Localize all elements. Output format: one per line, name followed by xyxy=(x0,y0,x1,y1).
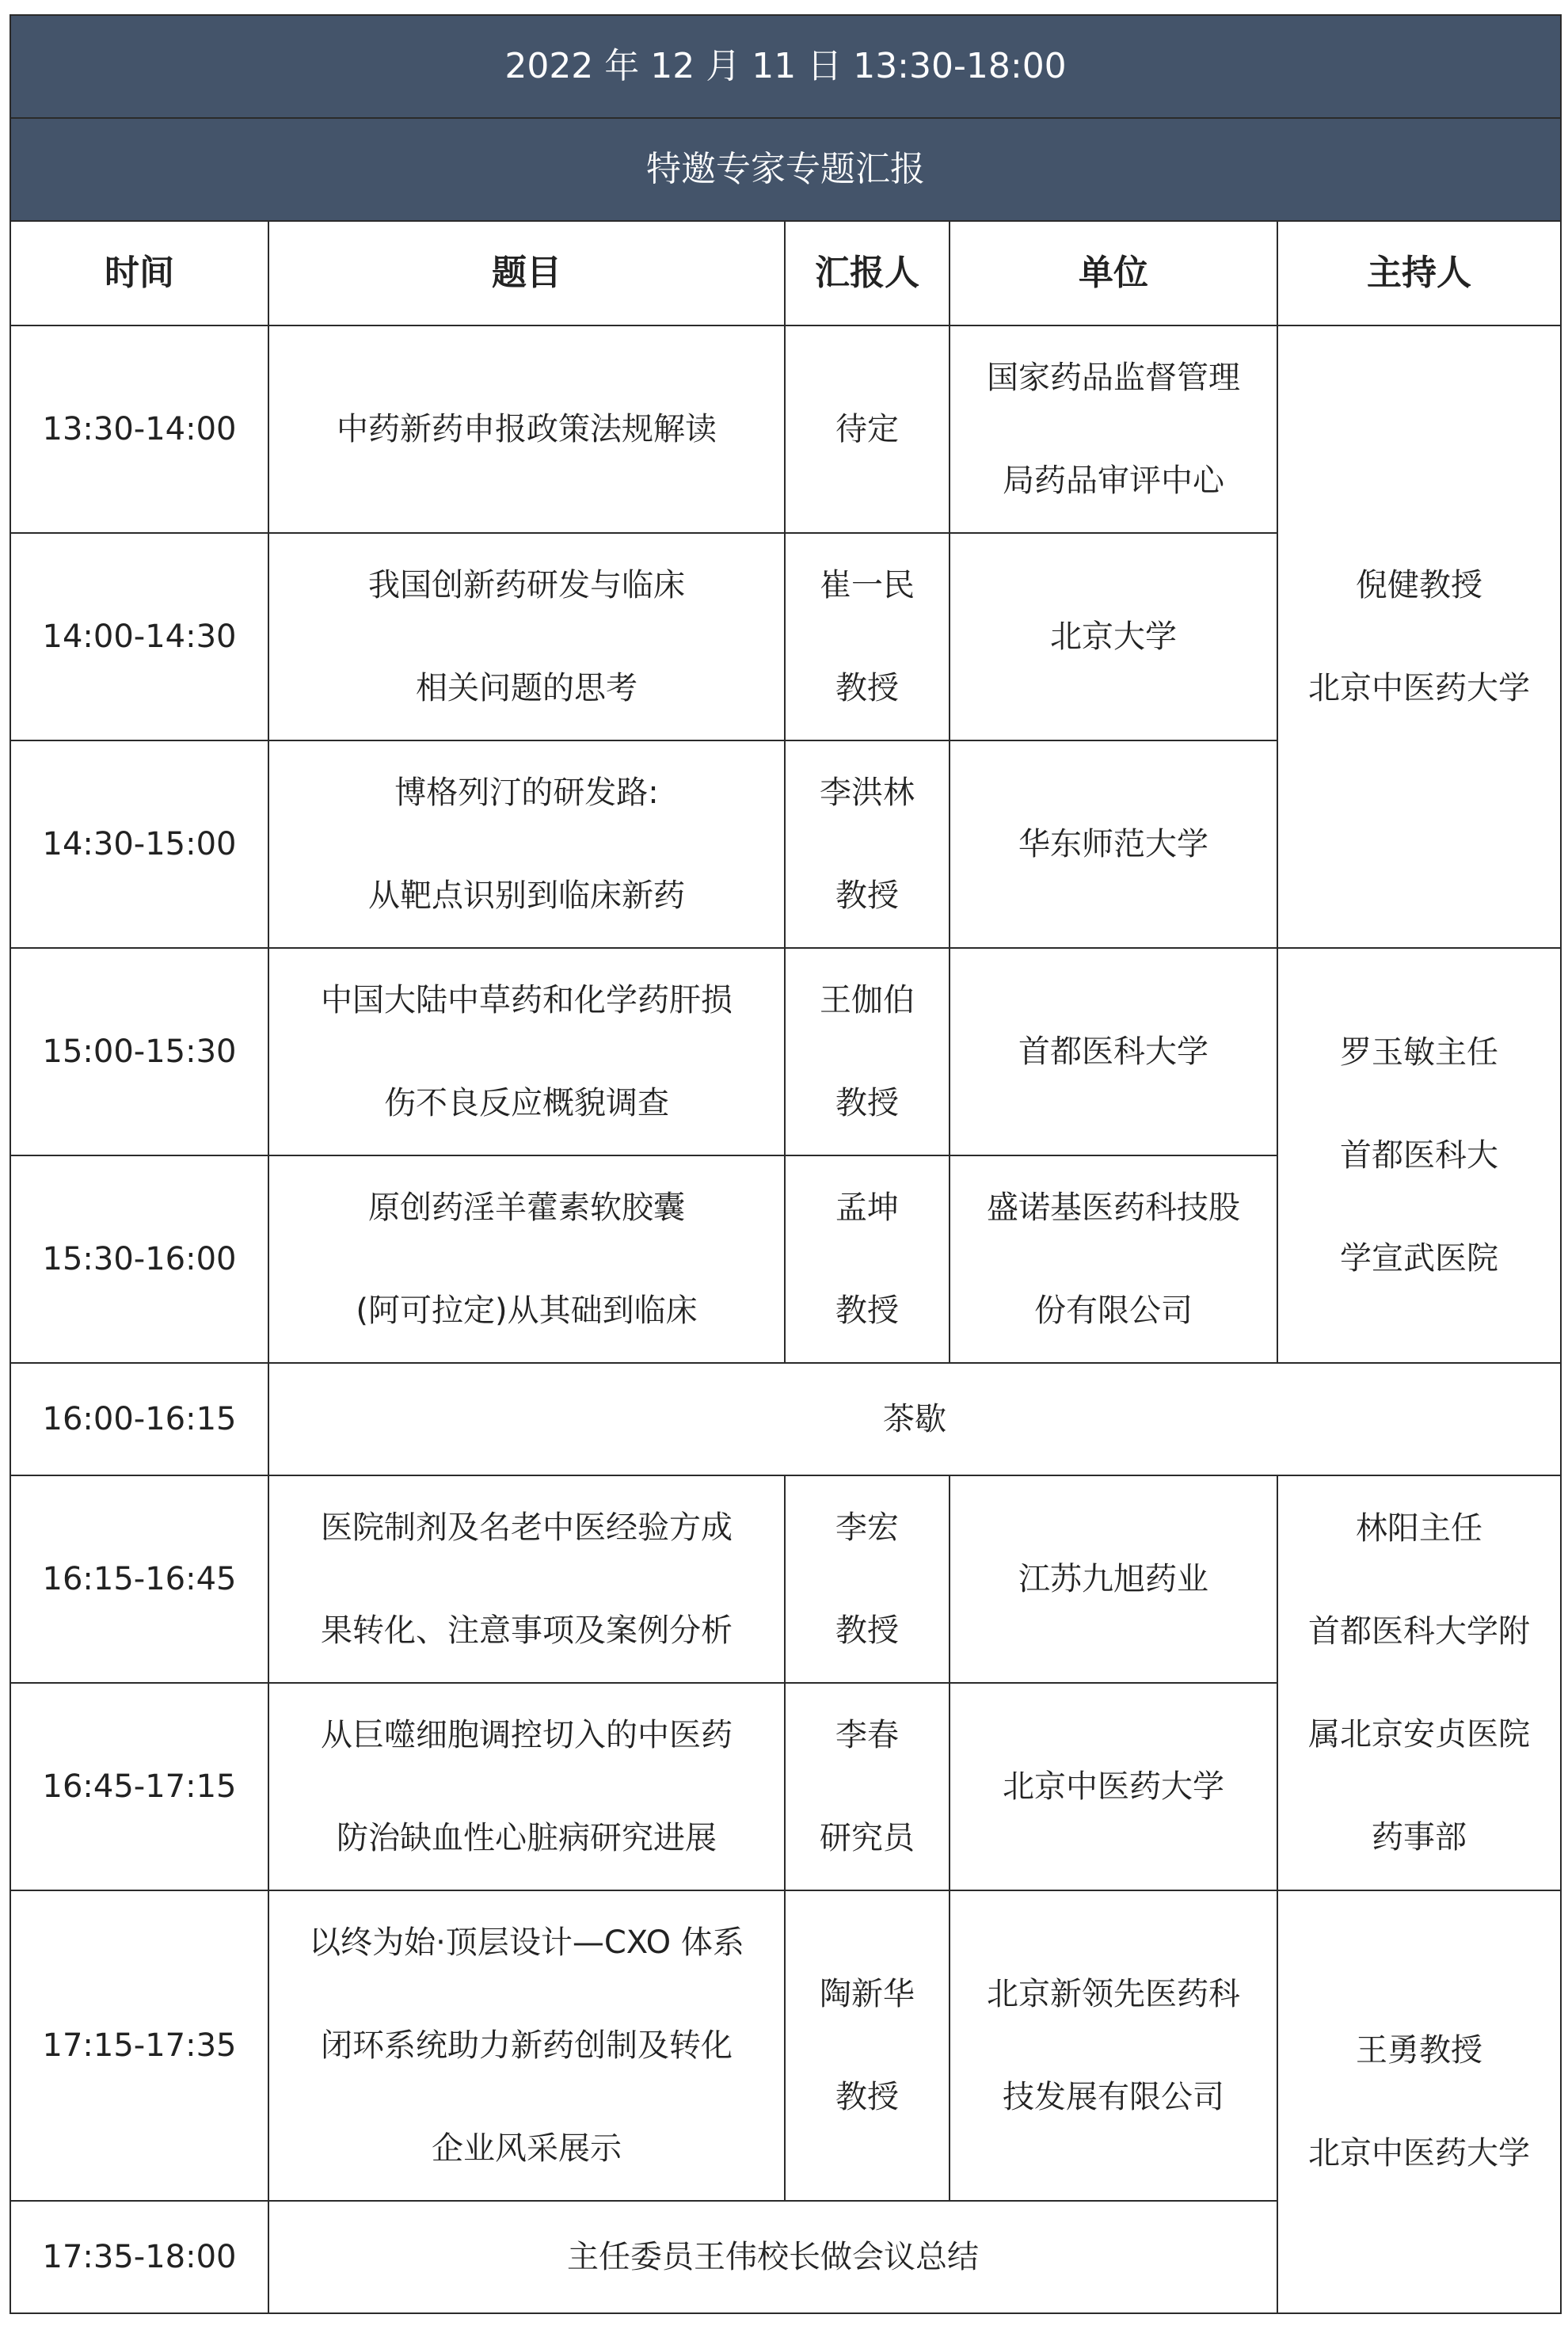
topic-line: 以终为始·顶层设计—CXO 体系 xyxy=(309,1924,744,1961)
topic-line: 从巨噬细胞调控切入的中医药 xyxy=(321,1717,733,1753)
break-row xyxy=(10,1363,1561,1475)
topic-cell xyxy=(268,533,785,740)
topic-cell xyxy=(268,740,785,948)
topic-line: 原创药淫羊藿素软胶囊 xyxy=(368,1190,685,1226)
org-cell xyxy=(950,1683,1277,1890)
host-line: 首都医科大 xyxy=(1340,1137,1499,1174)
topic-line: (阿可拉定)从其础到临床 xyxy=(356,1292,698,1329)
topic-line: 企业风采展示 xyxy=(432,2130,622,2167)
host-cell xyxy=(1277,1475,1561,1890)
column-header-speaker: 汇报人 xyxy=(785,221,950,325)
time-cell: 16:00-16:15 xyxy=(10,1363,268,1475)
table-row xyxy=(10,1890,1561,2201)
org-cell xyxy=(950,1475,1277,1683)
org-line: 北京大学 xyxy=(1050,619,1177,655)
speaker-name: 李宏 xyxy=(835,1509,899,1546)
speaker-cell xyxy=(785,533,950,740)
speaker-name: 崔一民 xyxy=(820,567,915,603)
speaker-cell xyxy=(785,1890,950,2201)
topic-line: 果转化、注意事项及案例分析 xyxy=(321,1612,733,1649)
time-cell: 17:35-18:00 xyxy=(10,2201,268,2313)
column-header-org: 单位 xyxy=(950,221,1277,325)
table-row xyxy=(10,948,1561,1155)
agenda-sheet xyxy=(10,14,1562,2314)
topic-line: 伤不良反应概貌调查 xyxy=(384,1085,669,1121)
speaker-cell xyxy=(785,1683,950,1890)
host-line: 首都医科大学附 xyxy=(1308,1613,1531,1650)
time-cell: 14:00-14:30 xyxy=(10,533,268,740)
org-line: 华东师范大学 xyxy=(1018,826,1208,862)
time-cell: 15:00-15:30 xyxy=(10,948,268,1155)
session-title: 特邀专家专题汇报 xyxy=(10,118,1561,221)
host-line: 北京中医药大学 xyxy=(1308,2135,1531,2172)
speaker-title: 教授 xyxy=(835,1085,899,1121)
org-cell xyxy=(950,740,1277,948)
host-line: 药事部 xyxy=(1372,1819,1467,1856)
speaker-name: 王伽伯 xyxy=(820,982,915,1018)
host-cell xyxy=(1277,325,1561,948)
table-row xyxy=(10,1475,1561,1683)
column-header-host: 主持人 xyxy=(1277,221,1561,325)
host-cell xyxy=(1277,1890,1561,2313)
time-cell: 16:15-16:45 xyxy=(10,1475,268,1683)
topic-cell xyxy=(268,1890,785,2201)
host-line: 王勇教授 xyxy=(1356,2032,1483,2069)
time-cell: 13:30-14:00 xyxy=(10,325,268,533)
time-cell: 16:45-17:15 xyxy=(10,1683,268,1890)
topic-line: 中药新药申报政策法规解读 xyxy=(337,411,717,447)
org-line: 江苏九旭药业 xyxy=(1018,1561,1208,1597)
org-cell xyxy=(950,325,1277,533)
speaker-cell xyxy=(785,740,950,948)
header-row xyxy=(10,221,1561,325)
speaker-cell xyxy=(785,1475,950,1683)
topic-cell xyxy=(268,1155,785,1363)
topic-line: 博格列汀的研发路: xyxy=(394,775,659,811)
topic-line: 我国创新药研发与临床 xyxy=(368,567,685,603)
org-cell xyxy=(950,1890,1277,2201)
time-cell: 14:30-15:00 xyxy=(10,740,268,948)
topic-line: 中国大陆中草药和化学药肝损 xyxy=(321,982,733,1018)
host-line: 倪健教授 xyxy=(1356,567,1483,603)
org-line: 北京中医药大学 xyxy=(1003,1768,1224,1805)
org-line: 首都医科大学 xyxy=(1018,1033,1208,1070)
host-line: 林阳主任 xyxy=(1356,1510,1483,1547)
topic-line: 闭环系统助力新药创制及转化 xyxy=(321,2027,733,2064)
date-banner: 2022 年 12 月 11 日 13:30-18:00 xyxy=(10,15,1561,118)
speaker-title: 教授 xyxy=(835,2079,899,2115)
speaker-cell xyxy=(785,1155,950,1363)
speaker-name: 孟坤 xyxy=(835,1190,899,1226)
topic-line: 医院制剂及名老中医经验方成 xyxy=(321,1509,733,1546)
speaker-title: 教授 xyxy=(835,670,899,706)
topic-line: 防治缺血性心脏病研究进展 xyxy=(337,1820,717,1856)
org-line: 国家药品监督管理 xyxy=(987,360,1240,396)
speaker-title: 教授 xyxy=(835,1612,899,1649)
topic-cell xyxy=(268,1475,785,1683)
agenda-table xyxy=(10,14,1562,2314)
org-line: 技发展有限公司 xyxy=(1003,2079,1224,2115)
time-cell: 17:15-17:35 xyxy=(10,1890,268,2201)
column-header-topic: 题目 xyxy=(268,221,785,325)
date-banner-row xyxy=(10,15,1561,118)
time-cell: 15:30-16:00 xyxy=(10,1155,268,1363)
org-cell xyxy=(950,1155,1277,1363)
speaker-name: 陶新华 xyxy=(820,1976,915,2012)
speaker-cell xyxy=(785,948,950,1155)
topic-cell xyxy=(268,948,785,1155)
host-line: 北京中医药大学 xyxy=(1308,670,1531,706)
org-line: 份有限公司 xyxy=(1034,1292,1193,1329)
speaker-name: 李春 xyxy=(835,1717,899,1753)
org-line: 北京新领先医药科 xyxy=(987,1976,1240,2012)
org-cell xyxy=(950,948,1277,1155)
topic-cell xyxy=(268,1683,785,1890)
topic-cell xyxy=(268,325,785,533)
column-header-time: 时间 xyxy=(10,221,268,325)
org-cell xyxy=(950,533,1277,740)
org-line: 盛诺基医药科技股 xyxy=(987,1190,1240,1226)
topic-line: 从靶点识别到临床新药 xyxy=(368,877,685,914)
summary-cell: 主任委员王伟校长做会议总结 xyxy=(268,2201,1277,2313)
org-line: 局药品审评中心 xyxy=(1003,462,1224,499)
tea-break-cell: 茶歇 xyxy=(268,1363,1561,1475)
speaker-title: 研究员 xyxy=(820,1820,915,1856)
speaker-title: 教授 xyxy=(835,1292,899,1329)
speaker-name: 待定 xyxy=(835,411,899,447)
host-line: 属北京安贞医院 xyxy=(1308,1716,1531,1753)
topic-line: 相关问题的思考 xyxy=(416,670,637,706)
speaker-title: 教授 xyxy=(835,877,899,914)
host-cell xyxy=(1277,948,1561,1363)
session-banner-row xyxy=(10,118,1561,221)
speaker-name: 李洪林 xyxy=(820,775,915,811)
table-row xyxy=(10,325,1561,533)
host-line: 罗玉敏主任 xyxy=(1340,1034,1499,1071)
host-line: 学宣武医院 xyxy=(1340,1240,1499,1277)
speaker-cell xyxy=(785,325,950,533)
